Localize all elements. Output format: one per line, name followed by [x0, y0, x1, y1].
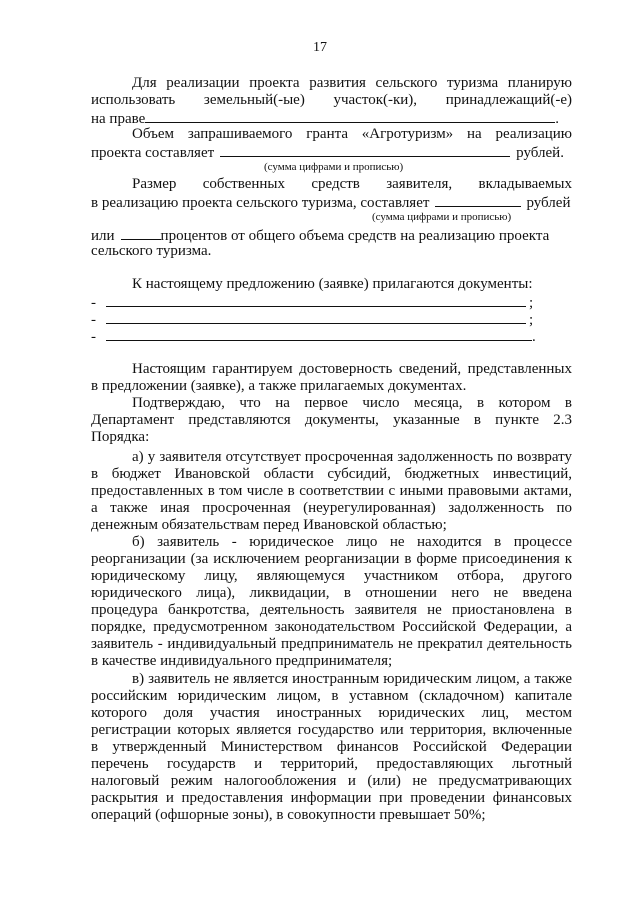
paragraph-line: в качестве индивидуального предпринимателя; [91, 653, 393, 669]
paragraph-line: денежным обязательствам перед Ивановской областью; [91, 517, 447, 533]
paragraph-line: Подтверждаю, что на первое число месяца, в котором в [132, 395, 572, 411]
paragraph-line: Порядка: [91, 429, 150, 445]
paragraph-text: процентов от общего объема средств на реализацию проекта [160, 228, 550, 244]
fill-in-blank [220, 143, 510, 157]
paragraph-line: а также иная просроченная (неурегулированная) задолженность по [91, 500, 572, 516]
percent-line [91, 226, 572, 243]
paragraph-text: проекта составляет [91, 145, 215, 161]
fill-in-blank [106, 327, 532, 341]
paragraph-text: или [91, 228, 115, 244]
list-end-mark: ; [529, 312, 534, 328]
paragraph-line: юридическому лицу, являющемуся участником отбора, другого [91, 568, 572, 584]
paragraph-line: перечень государств и территорий, предоставляющих льготный [91, 756, 572, 772]
paragraph-line: предоставленных в том числе в соответствии с иными правовыми актами, [91, 483, 572, 499]
paragraph-text: рублей [526, 195, 571, 211]
paragraph-line: сельского туризма. [91, 243, 212, 259]
attachments-heading: К настоящему предложению (заявке) прилагаются документы: [132, 276, 533, 292]
fill-in-blank [121, 226, 161, 240]
list-dash: - [91, 295, 96, 311]
fill-in-blank [435, 193, 521, 207]
paragraph-line: Размер собственных средств заявителя, вкладываемых [132, 176, 572, 192]
paragraph-line: Департамент представляются документы, указанные в пункте 2.3 [91, 412, 572, 428]
paragraph-line: которого доля участия иностранных юридических лиц, местом [91, 705, 572, 721]
paragraph-line: Настоящим гарантируем достоверность сведений, представленных [132, 361, 572, 377]
paragraph-line: реорганизации (за исключением реорганизации в форме присоединения к [91, 551, 572, 567]
attachment-item [91, 327, 572, 344]
list-dash: - [91, 312, 96, 328]
paragraph-line: б) заявитель - юридическое лицо не находится в процессе [132, 534, 572, 550]
paragraph-text: . [555, 111, 560, 127]
paragraph-line: налоговый режим налогообложения и (или) не предусматривающих [91, 773, 572, 789]
paragraph-line: в) заявитель не является иностранным юридическим лицом, а также [132, 671, 572, 687]
own-funds-line [91, 193, 572, 210]
paragraph-line: в бюджет Ивановской области субсидий, бюджетных инвестиций, [91, 466, 572, 482]
paragraph-line: заявитель - индивидуальный предприниматель не прекратил деятельность [91, 636, 572, 652]
paragraph-line: а) у заявителя отсутствует просроченная задолженность по возврату [132, 449, 572, 465]
paragraph-line: российским юридическим лицом, в уставном (складочном) капитале [91, 688, 572, 704]
paragraph-line: в утвержденный Министерством финансов Российской Федерации [91, 739, 572, 755]
paragraph-text: в реализацию проекта сельского туризма, составляет [91, 195, 430, 211]
fill-in-blank [106, 310, 526, 324]
land-right-line [91, 109, 572, 126]
list-end-mark: . [532, 329, 536, 345]
attachment-item [91, 310, 572, 327]
paragraph-line: Для реализации проекта развития сельского туризма планирую [132, 75, 572, 91]
paragraph-line: процедура банкротства, деятельность заявителя не приостановлена в [91, 602, 572, 618]
paragraph-line: регистрации которых является государство или территория, включенные [91, 722, 572, 738]
paragraph-text: рублей. [516, 145, 564, 161]
grant-amount-line [91, 143, 572, 160]
paragraph-line: раскрытия и предоставления информации при проведении финансовых [91, 790, 572, 806]
list-dash: - [91, 329, 96, 345]
paragraph-line: порядке, предусмотренном законодательством Российской Федерации, а [91, 619, 572, 635]
paragraph-line: Объем запрашиваемого гранта «Агротуризм» на реализацию [132, 126, 572, 142]
paragraph-line: использовать земельный(-ые) участок(-ки), принадлежащий(-е) [91, 92, 572, 108]
fill-in-blank [106, 293, 526, 307]
fill-in-blank [145, 109, 555, 123]
paragraph-line: юридического лица), ликвидации, в отношении него не введена [91, 585, 572, 601]
blank-caption: (сумма цифрами и прописью) [264, 161, 404, 173]
page-number: 17 [313, 40, 327, 55]
paragraph-line: в предложении (заявке), а также прилагаемых документах. [91, 378, 467, 394]
attachment-item [91, 293, 572, 310]
list-end-mark: ; [529, 295, 534, 311]
paragraph-line: операций (офшорные зоны), в совокупности превышает 50%; [91, 807, 486, 823]
paragraph-text: на праве [91, 111, 146, 127]
blank-caption: (сумма цифрами и прописью) [372, 211, 512, 223]
